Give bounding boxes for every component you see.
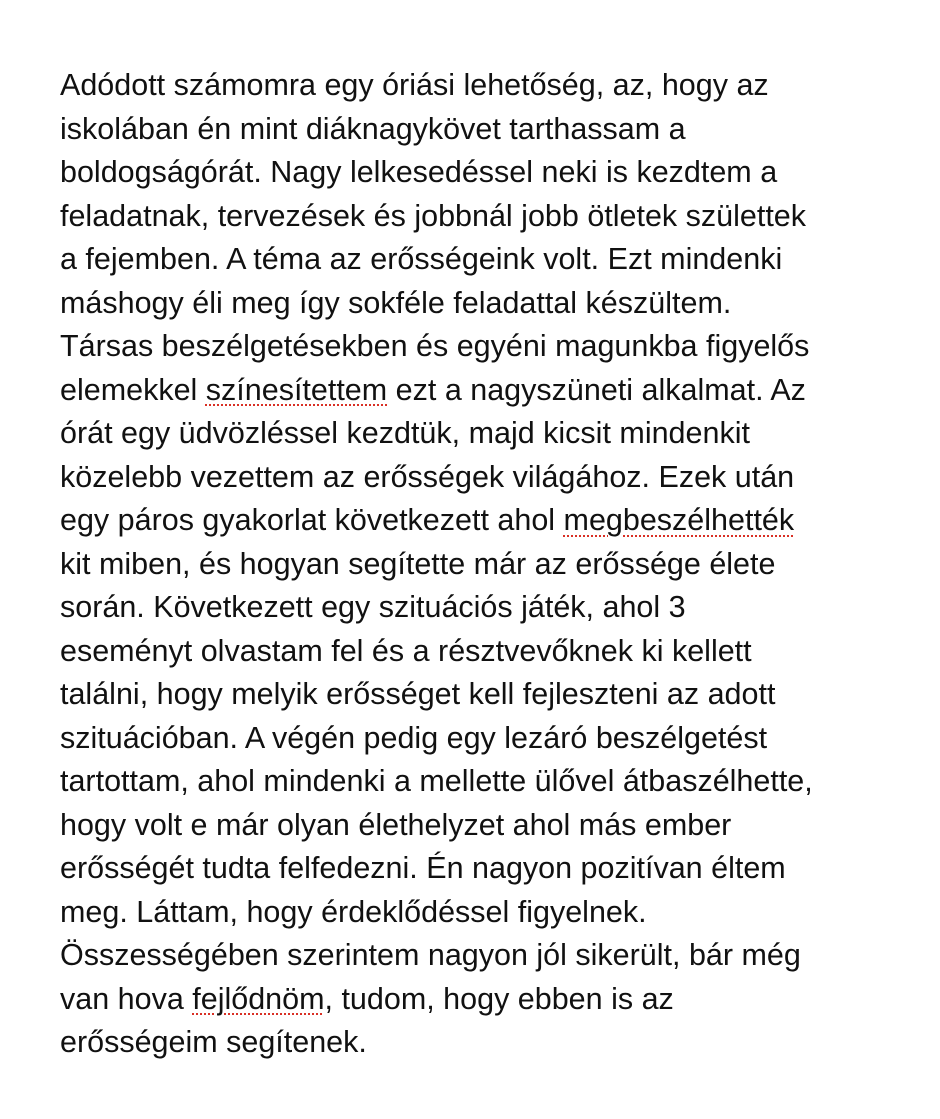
- text-line: [60, 760, 920, 804]
- misspelled-word[interactable]: színesítettem: [205, 372, 388, 407]
- text-segment: iskolában én mint diáknagykövet tarthassam a: [60, 111, 686, 146]
- text-line: [60, 1021, 920, 1065]
- text-line: [60, 369, 920, 413]
- text-line: [60, 586, 920, 630]
- text-line: [60, 108, 920, 152]
- text-segment: máshogy éli meg így sokféle feladattal készültem.: [60, 285, 732, 320]
- text-line: [60, 412, 920, 456]
- text-line: [60, 543, 920, 587]
- text-line: [60, 978, 920, 1022]
- text-line: [60, 891, 920, 935]
- document-paragraph[interactable]: [60, 64, 920, 1065]
- text-segment: során. Következett egy szituációs játék, ahol 3: [60, 590, 686, 624]
- text-segment: meg. Láttam, hogy érdeklődéssel figyelnek.: [60, 894, 647, 929]
- text-line: [60, 847, 920, 891]
- text-segment: szituációban. A végén pedig egy lezáró beszélgetést: [60, 720, 768, 755]
- text-segment: Adódott számomra egy óriási lehetőség, az, hogy az: [60, 68, 769, 102]
- misspelled-word[interactable]: megbeszélhették: [563, 503, 795, 537]
- text-line: [60, 325, 920, 369]
- text-line: [60, 673, 920, 717]
- text-segment: a fejemben. A téma az erősségeink volt. Ezt mindenki: [60, 242, 783, 276]
- text-line: [60, 238, 920, 282]
- text-segment: közelebb vezettem az erősségek világához. Ezek után: [60, 459, 795, 494]
- text-segment: boldogságórát. Nagy lelkesedéssel neki is kezdtem a: [60, 155, 778, 189]
- text-line: [60, 151, 920, 195]
- text-segment: hogy volt e már olyan élethelyzet ahol más ember: [60, 807, 732, 842]
- text-segment: feladatnak, tervezések és jobbnál jobb ötletek születtek: [60, 198, 807, 233]
- text-segment: eseményt olvastam fel és a résztvevőknek ki kellett: [60, 633, 752, 668]
- text-segment: ezt a nagyszüneti alkalmat. Az: [387, 372, 806, 407]
- text-segment: erősségét tudta felfedezni. Én nagyon pozitívan éltem: [60, 851, 786, 885]
- text-line: [60, 630, 920, 674]
- text-segment: elemekkel: [60, 372, 206, 407]
- text-line: [60, 717, 920, 761]
- text-segment: Társas beszélgetésekben és egyéni magunkba figyelős: [60, 329, 810, 363]
- text-line: [60, 195, 920, 239]
- text-line: [60, 64, 920, 108]
- text-segment: Összességében szerintem nagyon jól sikerült, bár még: [60, 938, 801, 972]
- text-segment: órát egy üdvözléssel kezdtük, majd kicsit mindenkit: [60, 416, 750, 450]
- text-segment: találni, hogy melyik erősséget kell fejleszteni az adott: [60, 677, 776, 711]
- text-segment: egy páros gyakorlat következett ahol: [60, 503, 564, 537]
- text-segment: kit miben, és hogyan segítette már az erőssége élete: [60, 546, 776, 581]
- text-segment: van hova: [60, 981, 193, 1016]
- text-line: [60, 934, 920, 978]
- text-segment: , tudom, hogy ebben is az: [324, 981, 674, 1016]
- text-line: [60, 499, 920, 543]
- misspelled-word[interactable]: fejlődnöm: [192, 981, 325, 1016]
- text-line: [60, 282, 920, 326]
- text-segment: erősségeim segítenek.: [60, 1025, 367, 1059]
- text-line: [60, 804, 920, 848]
- text-segment: tartottam, ahol mindenki a mellette ülővel átbaszélhette,: [60, 764, 813, 798]
- text-line: [60, 456, 920, 500]
